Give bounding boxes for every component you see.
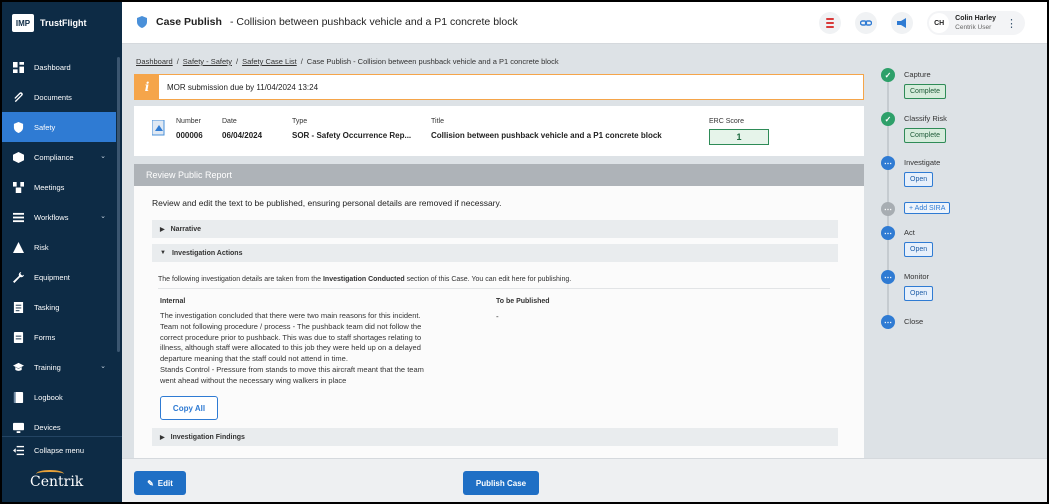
edit-icon: ✎ <box>147 478 154 488</box>
sidebar-item-label: Equipment <box>34 272 70 282</box>
internal-line: The investigation concluded that there were two main reasons for this incident. <box>160 311 421 320</box>
page-header <box>122 2 1047 44</box>
megaphone-icon <box>896 17 908 29</box>
step-label: Capture <box>904 70 931 79</box>
sidebar-item-label: Tasking <box>34 302 60 312</box>
user-name: Colin Harley <box>955 15 996 22</box>
graduation-cap-icon <box>12 361 24 373</box>
number-label: Number <box>176 118 201 125</box>
chevron-down-icon: ⌄ <box>100 363 106 370</box>
breadcrumb-separator: / <box>300 57 303 66</box>
page-title-sub: - Collision between pushback vehicle and a P1 concrete block <box>229 16 518 28</box>
review-public-report <box>134 164 864 458</box>
breadcrumb <box>136 57 559 66</box>
tasking-icon <box>12 301 24 313</box>
sidebar-item-label: Training <box>34 362 61 372</box>
summary-title <box>431 118 662 140</box>
status-badge[interactable]: Open <box>904 286 933 301</box>
meetings-icon <box>12 181 24 193</box>
summary-number <box>176 118 203 140</box>
accordion-label: Investigation Actions <box>171 249 243 257</box>
review-heading: Review Public Report <box>134 164 864 186</box>
breadcrumb-safety[interactable]: Safety - Safety <box>182 57 232 66</box>
sidebar-item-label: Logbook <box>34 392 63 402</box>
internal-line: Stands Control - Pressure from stands to move this aircraft meant that the team <box>160 364 424 374</box>
internal-text <box>160 311 482 387</box>
caret-down-icon: ▼ <box>160 250 166 256</box>
breadcrumb-separator: / <box>176 57 179 66</box>
breadcrumb-separator: / <box>236 57 239 66</box>
sidebar-item-label: Forms <box>34 332 56 342</box>
sidebar-item-logbook[interactable] <box>2 382 116 412</box>
wrench-icon <box>12 271 24 283</box>
sidebar-item-safety[interactable] <box>2 112 116 142</box>
link-button[interactable] <box>855 12 877 34</box>
internal-line: illness, although staff were allocated to this job they were held up on a delayed <box>160 343 421 353</box>
erc-score-badge: 1 <box>709 129 769 145</box>
summary-date <box>222 118 262 140</box>
notifications-button[interactable] <box>819 12 841 34</box>
sidebar-item-label: Compliance <box>34 152 74 162</box>
status-badge[interactable]: Open <box>904 242 933 257</box>
sidebar-item-label: Workflows <box>34 212 69 222</box>
sidebar-item-compliance[interactable] <box>2 142 116 172</box>
header-actions <box>819 11 1025 35</box>
alert-text: MOR submission due by 11/04/2024 13:24 <box>167 82 319 92</box>
add-sira-button[interactable]: + Add SIRA <box>904 202 950 214</box>
stack-icon <box>824 17 836 29</box>
note-suffix: section of this Case. You can edit here for publishing. <box>404 276 572 283</box>
collapse-menu-label: Collapse menu <box>34 446 85 455</box>
compliance-icon <box>12 151 24 163</box>
chevron-down-icon: ⌄ <box>100 213 106 220</box>
sidebar-item-forms[interactable] <box>2 322 116 352</box>
dashboard-icon <box>12 61 24 73</box>
app-window <box>2 2 1047 502</box>
title-label: Title <box>431 118 444 125</box>
main-content <box>134 74 864 458</box>
paperclip-icon <box>12 91 24 103</box>
sidebar-nav <box>2 52 116 442</box>
collapse-menu-button[interactable] <box>2 436 122 464</box>
centrik-logo: Centrik <box>30 474 84 490</box>
type-value: SOR - Safety Occurrence Rep... <box>292 131 412 140</box>
internal-line: departure meaning that the staff could not attend in time. <box>160 354 348 364</box>
breadcrumb-safety-case-list[interactable]: Safety Case List <box>242 57 297 66</box>
status-badge[interactable]: Open <box>904 172 933 187</box>
edit-label: Edit <box>157 478 173 488</box>
forms-icon <box>12 331 24 343</box>
check-icon: ✓ <box>881 112 895 126</box>
internal-line: went ahead without the necessary wing walkers in place <box>160 375 347 385</box>
brand-name: TrustFlight <box>40 18 87 28</box>
risk-icon <box>12 241 24 253</box>
internal-line: Team not following procedure / process - The pushback team did not follow the <box>160 321 422 331</box>
chevron-down-icon: ⌄ <box>100 153 106 160</box>
page-title <box>136 16 518 28</box>
type-label: Type <box>292 118 308 125</box>
breadcrumb-dashboard[interactable]: Dashboard <box>136 57 173 66</box>
step-label: Classify Risk <box>904 114 947 123</box>
logbook-icon <box>12 391 24 403</box>
internal-line: correct procedure prior to pushback. This was due to staff shortages relating to <box>160 332 422 342</box>
accordion-narrative[interactable] <box>152 220 838 238</box>
investigation-note <box>158 276 571 283</box>
dots-icon: ⋯ <box>881 156 895 170</box>
sidebar-item-workflows[interactable] <box>2 202 116 232</box>
caret-right-icon: ▶ <box>160 434 165 441</box>
collapse-icon <box>12 445 24 457</box>
sidebar-item-risk[interactable] <box>2 232 116 262</box>
accordion-investigation-findings[interactable] <box>152 428 838 446</box>
user-menu[interactable] <box>927 11 1025 35</box>
accordion-investigation-actions[interactable] <box>152 244 838 262</box>
caret-right-icon: ▶ <box>160 226 165 233</box>
user-info <box>955 14 996 32</box>
case-summary <box>134 106 864 156</box>
mor-alert <box>134 74 864 100</box>
page-title-main: Case Publish <box>156 16 222 28</box>
sidebar-item-documents[interactable] <box>2 82 116 112</box>
announcements-button[interactable] <box>891 12 913 34</box>
sidebar-item-tasking[interactable] <box>2 292 116 322</box>
title-value: Collision between pushback vehicle and a P1 concrete block <box>431 131 662 140</box>
internal-column-header: Internal <box>160 298 186 305</box>
review-description: Review and edit the text to be published, ensuring personal details are removed if necessary. <box>152 198 502 208</box>
sidebar-item-label: Dashboard <box>34 62 71 72</box>
dots-icon: ⋯ <box>881 270 895 284</box>
erc-label: ERC Score <box>709 118 745 125</box>
note-bold: Investigation Conducted <box>322 276 405 283</box>
link-icon <box>860 17 872 29</box>
accordion-label: Investigation Findings <box>170 433 245 441</box>
date-value: 06/04/2024 <box>222 131 263 140</box>
document-icon <box>152 120 166 136</box>
copy-all-button[interactable]: Copy All <box>160 396 218 420</box>
sidebar-item-label: Risk <box>34 242 49 252</box>
status-badge[interactable]: Complete <box>904 84 946 99</box>
step-label: Investigate <box>904 158 941 167</box>
info-icon: i <box>135 75 159 99</box>
kebab-menu-icon[interactable]: ⋮ <box>1006 17 1017 30</box>
workflows-icon <box>12 211 24 223</box>
bottom-action-bar <box>122 458 1047 502</box>
status-badge[interactable]: Complete <box>904 128 946 143</box>
summary-type <box>292 118 411 140</box>
dots-icon: ⋯ <box>881 202 895 216</box>
date-label: Date <box>222 118 237 125</box>
sidebar-item-training[interactable] <box>2 352 116 382</box>
number-value: 000006 <box>176 131 203 140</box>
shield-icon <box>12 121 24 133</box>
sidebar-item-dashboard[interactable] <box>2 52 116 82</box>
publish-case-button[interactable]: Publish Case <box>463 471 539 495</box>
check-icon: ✓ <box>881 68 895 82</box>
breadcrumb-current: Case Publish - Collision between pushback vehicle and a P1 concrete block <box>306 57 559 66</box>
sidebar-item-equipment[interactable] <box>2 262 116 292</box>
summary-erc <box>709 118 769 145</box>
divider <box>158 288 830 289</box>
edit-button[interactable] <box>134 471 186 495</box>
brand-logo: IMP <box>12 14 34 32</box>
sidebar-item-meetings[interactable] <box>2 172 116 202</box>
dots-icon: ⋯ <box>881 315 895 329</box>
to-be-published-field[interactable]: - <box>496 312 499 321</box>
devices-icon <box>12 421 24 433</box>
sidebar <box>2 2 122 502</box>
avatar: CH <box>929 13 949 33</box>
step-label: Close <box>904 317 924 326</box>
workflow-stepper <box>880 64 1040 334</box>
accordion-label: Narrative <box>170 225 201 233</box>
dots-icon: ⋯ <box>881 226 895 240</box>
shield-icon <box>136 16 148 28</box>
brand[interactable] <box>12 14 87 32</box>
user-role: Centrik User <box>955 24 992 31</box>
sidebar-scrollbar[interactable] <box>117 57 120 352</box>
sidebar-item-label: Meetings <box>34 182 65 192</box>
sidebar-item-label: Documents <box>34 92 72 102</box>
to-be-published-column-header: To be Published <box>496 298 550 305</box>
sidebar-item-label: Safety <box>34 122 56 132</box>
sidebar-item-label: Devices <box>34 422 61 432</box>
step-label: Monitor <box>904 272 930 281</box>
step-label: Act <box>904 228 915 237</box>
note-prefix: The following investigation details are taken from the <box>158 276 323 283</box>
